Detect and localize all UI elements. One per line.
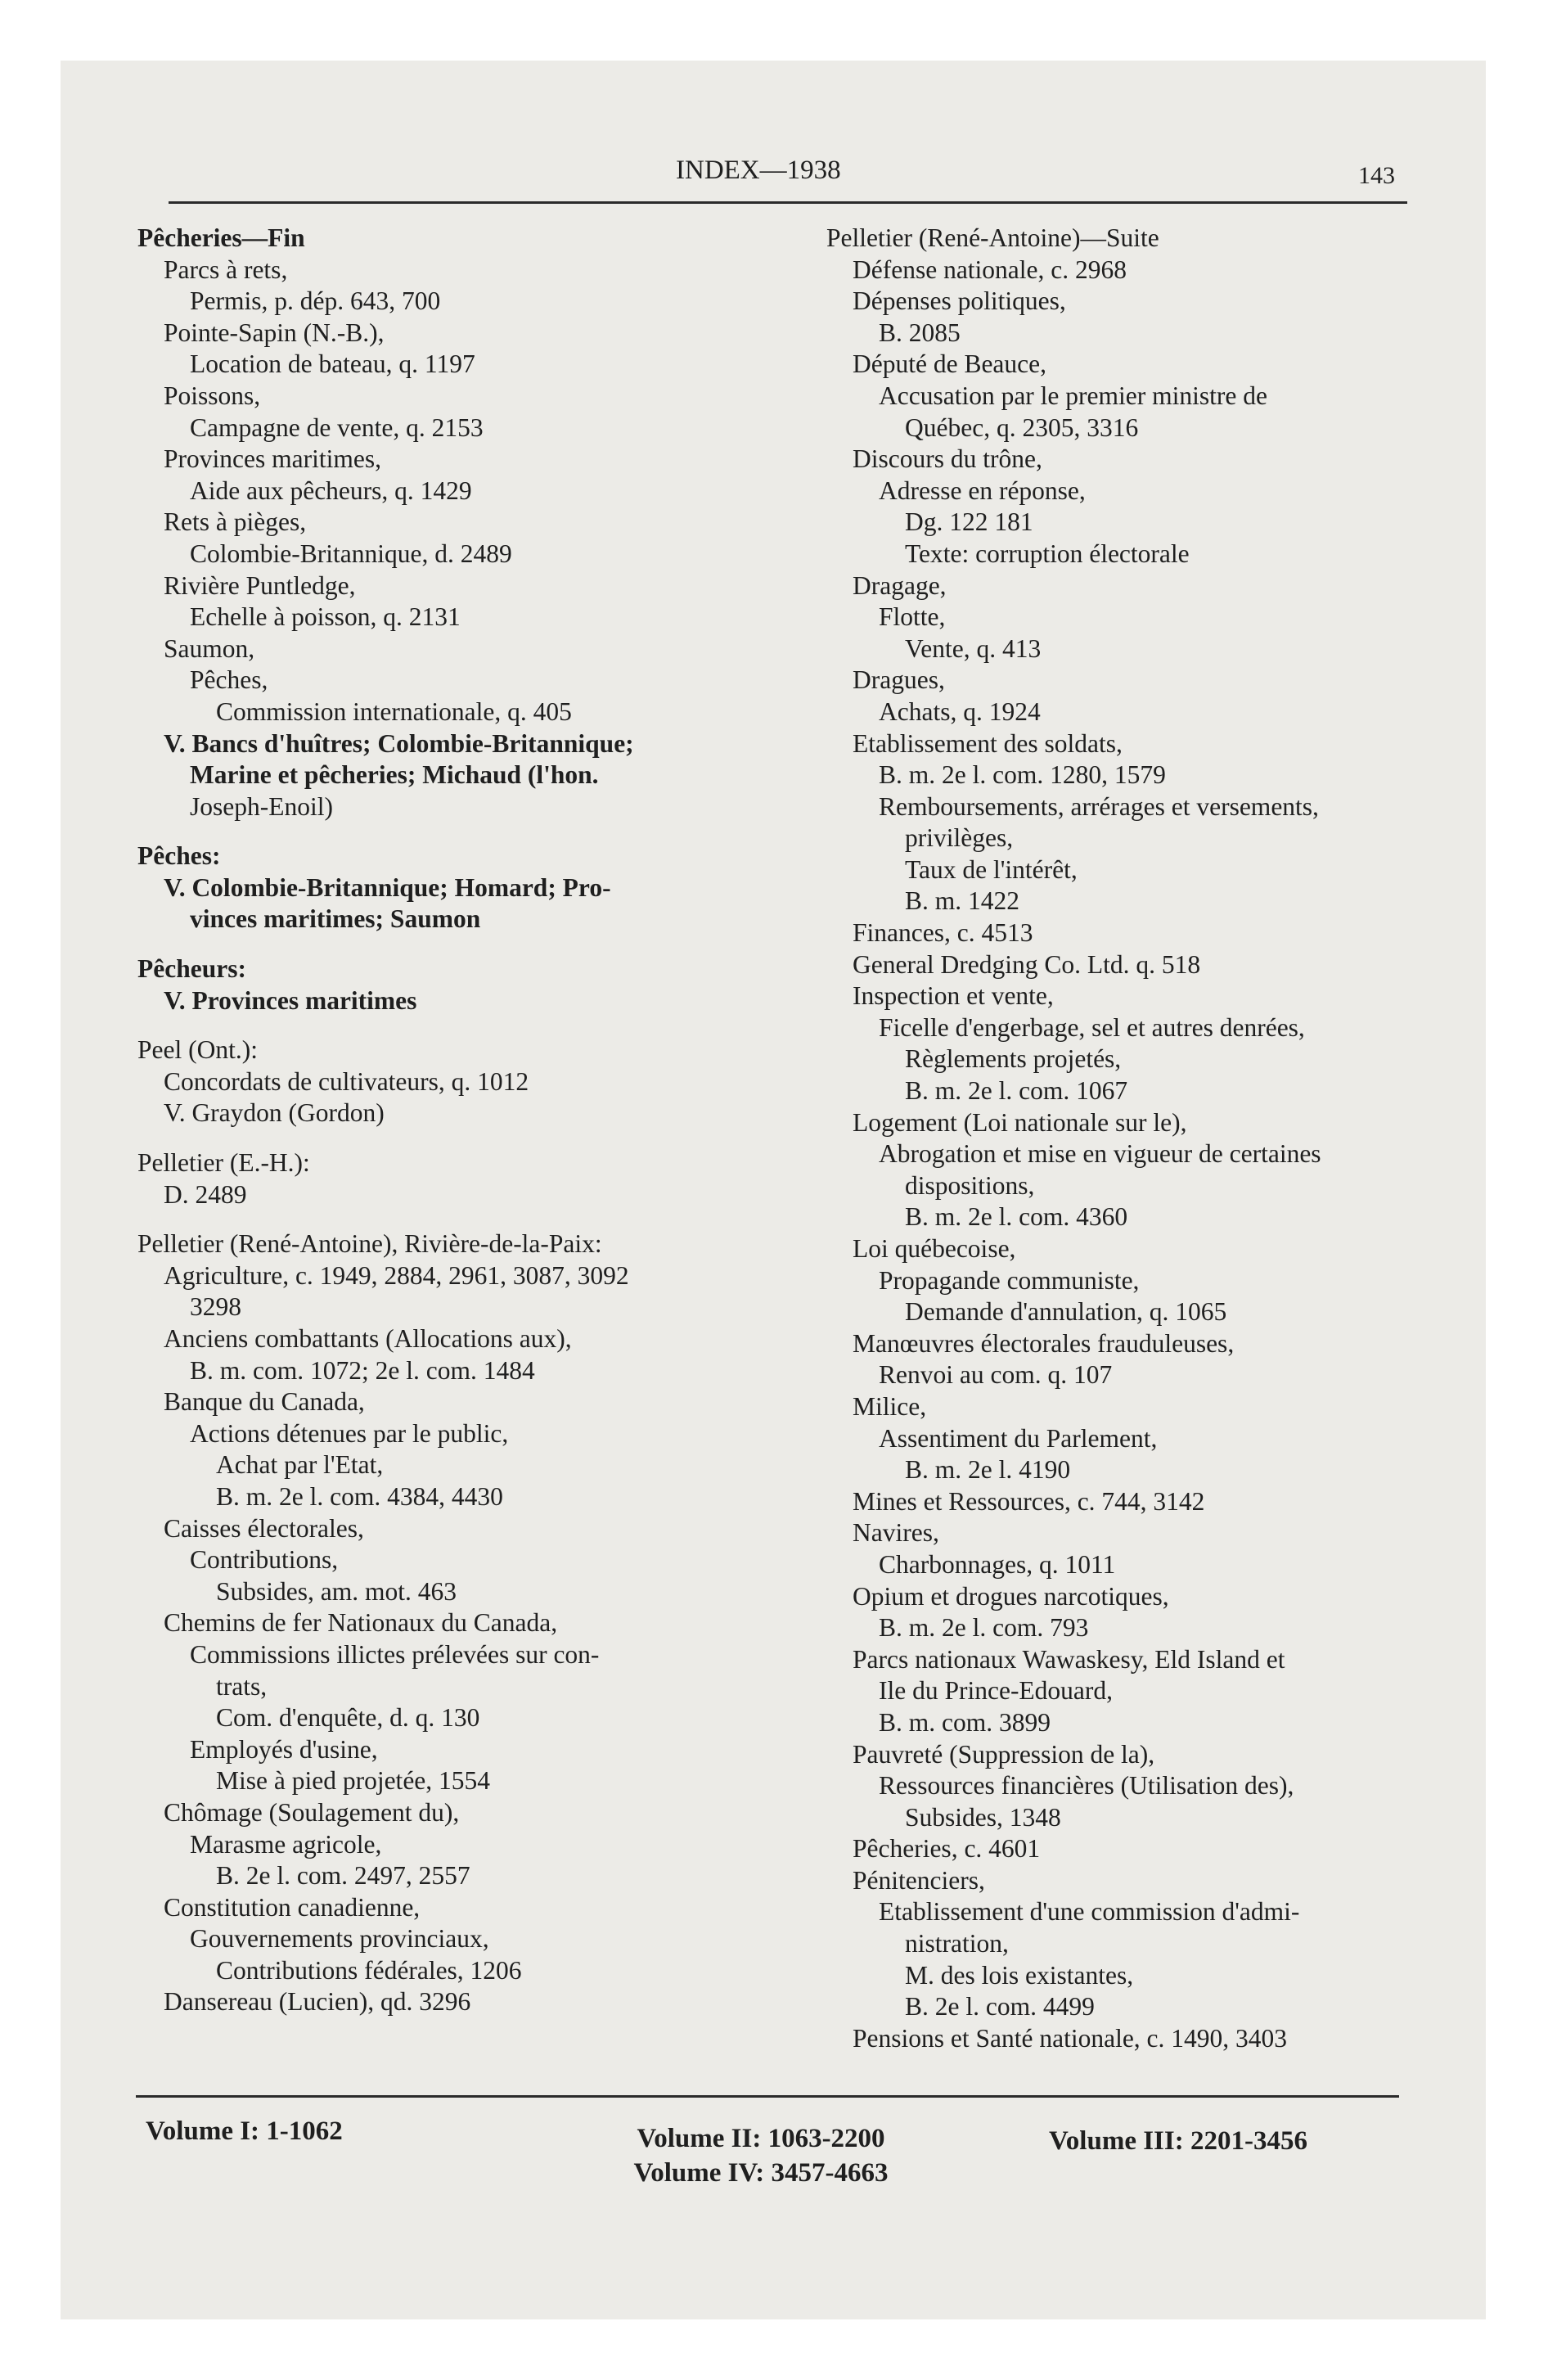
index-entry-line: Agriculture, c. 1949, 2884, 2961, 3087, 3092 [164,1260,629,1290]
footer-volume-3: Volume III: 2201-3456 [1049,2126,1307,2156]
index-entry-line: Finances, c. 4513 [853,918,1033,948]
index-entry-line: Pêches, [190,665,268,695]
index-entry-line: Inspection et vente, [853,981,1054,1011]
index-entry-line: Demande d'annulation, q. 1065 [905,1297,1227,1327]
index-entry-line: Loi québecoise, [853,1234,1016,1263]
index-entry-line: Contributions fédérales, 1206 [216,1955,522,1985]
index-entry-line: Adresse en réponse, [879,476,1086,505]
index-entry-line: Banque du Canada, [164,1387,365,1417]
index-entry-line: trats, [216,1671,268,1701]
index-entry-line: Dragues, [853,665,945,695]
index-entry-line: B. 2085 [879,318,961,347]
index-entry-line: B. m. 2e l. 4190 [905,1455,1071,1485]
index-entry-line: Rivière Puntledge, [164,570,356,600]
index-entry-line: Québec, q. 2305, 3316 [905,412,1139,442]
index-entry-line: Etablissement des soldats, [853,728,1123,758]
index-entry-line: Taux de l'intérêt, [905,854,1078,884]
index-entry-line: Peel (Ont.): [137,1035,258,1065]
index-entry-line: B. m. 1422 [905,886,1020,916]
index-entry-line: Permis, p. dép. 643, 700 [190,286,441,316]
index-entry-line: Assentiment du Parlement, [879,1423,1158,1453]
index-entry-line: Poissons, [164,381,261,410]
index-entry-line: Texte: corruption électorale [905,539,1190,568]
index-entry-line: Ficelle d'engerbage, sel et autres denrées, [879,1012,1305,1042]
index-entry-line: Dg. 122 181 [905,507,1033,537]
index-entry-line: Aide aux pêcheurs, q. 1429 [190,476,472,505]
index-entry-line: Contributions, [190,1545,339,1575]
index-entry-line: Actions détenues par le public, [190,1418,509,1448]
index-entry-line: B. 2e l. com. 4499 [905,1992,1095,2022]
header-rule [169,201,1407,204]
index-entry-line: B. m. com. 1072; 2e l. com. 1484 [190,1355,535,1385]
footer-volume-1: Volume I: 1-1062 [146,2116,343,2146]
index-entry-line: Employés d'usine, [190,1734,378,1764]
index-entry-line: Pêcheries—Fin [137,223,305,252]
index-entry-line: General Dredging Co. Ltd. q. 518 [853,949,1201,979]
index-entry-line: Concordats de cultivateurs, q. 1012 [164,1066,529,1096]
index-entry-line: Echelle à poisson, q. 2131 [190,602,461,632]
index-entry-line: Subsides, am. mot. 463 [216,1576,457,1606]
index-entry-line: Pelletier (René-Antoine), Rivière-de-la-Paix: [137,1229,602,1259]
index-entry-line: Opium et drogues narcotiques, [853,1581,1169,1611]
index-entry-line: Pêcheries, c. 4601 [853,1834,1041,1864]
index-title: INDEX—1938 [676,156,841,185]
index-entry-line: Pêches: [137,841,221,871]
index-entry-line: Pénitenciers, [853,1865,985,1895]
index-entry-line: Propagande communiste, [879,1265,1140,1295]
index-entry-line: Logement (Loi nationale sur le), [853,1107,1187,1137]
index-entry-line: Rets à pièges, [164,507,307,537]
index-entry-line: Pointe-Sapin (N.-B.), [164,318,385,347]
index-entry-line: Charbonnages, q. 1011 [879,1549,1116,1579]
index-entry-line: Mines et Ressources, c. 744, 3142 [853,1486,1205,1516]
footer-rule [136,2095,1399,2098]
index-entry-line: Marine et pêcheries; Michaud (l'hon. [190,760,599,790]
entry-spacer [131,1210,761,1228]
index-entry-line: Mise à pied projetée, 1554 [216,1766,491,1796]
footer-volume-2-4 [605,2121,916,2190]
index-entry-line: Milice, [853,1391,927,1421]
index-entry-line: Flotte, [879,602,946,632]
left-column [131,223,761,2018]
index-entry-line: Achats, q. 1924 [879,696,1041,726]
index-entry-line: Chômage (Soulagement du), [164,1797,460,1827]
index-entry-line: B. m. 2e l. com. 1280, 1579 [879,760,1166,790]
index-entry-line: Parcs nationaux Wawaskesy, Eld Island et [853,1644,1285,1674]
index-entry-line: Abrogation et mise en vigueur de certaines [879,1139,1321,1169]
index-entry-line: Pelletier (René-Antoine)—Suite [826,223,1159,252]
index-entry-line: nistration, [905,1929,1009,1959]
index-entry-line: Caisses électorales, [164,1513,364,1543]
index-entry-line: Subsides, 1348 [905,1802,1061,1832]
index-entry-line: B. m. 2e l. com. 4384, 4430 [216,1481,503,1511]
index-entry-line: Dansereau (Lucien), qd. 3296 [164,1987,471,2017]
index-entry-line: Saumon, [164,633,255,663]
index-entry-line: Dragage, [853,570,947,600]
index-entry-line: D. 2489 [164,1179,247,1209]
index-entry-line: Manœuvres électorales frauduleuses, [853,1328,1235,1358]
index-entry-line: Député de Beauce, [853,349,1047,379]
page-number: 143 [1358,162,1395,189]
index-entry-line: Discours du trône, [853,444,1042,474]
footer-volume-4: Volume IV: 3457-4663 [633,2158,889,2188]
index-entry-line: B. m. com. 3899 [879,1707,1051,1737]
index-entry-line: Campagne de vente, q. 2153 [190,412,484,442]
index-entry-line: Vente, q. 413 [905,633,1042,663]
index-entry-line: B. m. 2e l. com. 1067 [905,1076,1128,1106]
index-entry-line: 3298 [190,1292,241,1322]
index-entry-line: Commission internationale, q. 405 [216,696,572,726]
index-entry-line: Etablissement d'une commission d'admi- [879,1897,1300,1927]
index-entry-line: V. Colombie-Britannique; Homard; Pro- [164,872,611,902]
index-entry-line: V. Graydon (Gordon) [164,1098,385,1128]
index-entry-line: Renvoi au com. q. 107 [879,1360,1113,1390]
index-entry-line: Commissions illictes prélevées sur con- [190,1639,600,1669]
index-entry-line: Provinces maritimes, [164,444,381,474]
index-entry-line: Chemins de fer Nationaux du Canada, [164,1608,558,1638]
index-entry-line: Navires, [853,1518,939,1548]
index-entry-line: vinces maritimes; Saumon [190,904,481,934]
index-entry-line: Accusation par le premier ministre de [879,381,1267,410]
index-entry-line: V. Provinces maritimes [164,985,417,1015]
index-entry-line: Colombie-Britannique, d. 2489 [190,539,512,568]
index-entry-line: Règlements projetés, [905,1044,1122,1074]
footer-volume-2: Volume II: 1063-2200 [637,2124,885,2153]
entry-spacer [131,935,761,953]
index-entry-line: Ile du Prince-Edouard, [879,1676,1114,1706]
index-entry-line: Pêcheurs: [137,954,246,984]
index-entry-line: Pensions et Santé nationale, c. 1490, 3403 [853,2023,1288,2053]
index-entry-line: Parcs à rets, [164,255,288,284]
index-entry-line: Joseph-Enoil) [190,791,333,821]
index-entry-line: Achat par l'Etat, [216,1450,384,1480]
index-entry-line: Ressources financières (Utilisation des), [879,1771,1294,1801]
entry-spacer [131,1129,761,1147]
index-entry-line: Com. d'enquête, d. q. 130 [216,1703,480,1733]
index-entry-line: B. 2e l. com. 2497, 2557 [216,1861,470,1891]
index-entry-line: Gouvernements provinciaux, [190,1924,489,1954]
index-entry-line: dispositions, [905,1170,1035,1200]
index-entry-line: Constitution canadienne, [164,1892,421,1922]
index-entry-line: Anciens combattants (Allocations aux), [164,1324,572,1353]
index-entry-line: Location de bateau, q. 1197 [190,349,475,379]
index-entry-line: B. m. 2e l. com. 4360 [905,1202,1128,1232]
index-entry-line: Remboursements, arrérages et versements, [879,791,1319,821]
index-entry-line: M. des lois existantes, [905,1960,1134,1990]
index-entry-line: Défense nationale, c. 2968 [853,255,1127,284]
index-entry-line: privilèges, [905,823,1014,853]
index-entry-line: Pelletier (E.-H.): [137,1148,310,1178]
index-entry-line: B. m. 2e l. com. 793 [879,1613,1089,1643]
entry-spacer [131,1016,761,1034]
index-entry-line: Pauvreté (Suppression de la), [853,1739,1155,1769]
index-entry-line: Marasme agricole, [190,1829,382,1859]
entry-spacer [131,823,761,841]
index-entry-line: Dépenses politiques, [853,286,1066,316]
right-column [820,223,1407,2054]
index-entry-line: V. Bancs d'huîtres; Colombie-Britannique; [164,728,634,758]
